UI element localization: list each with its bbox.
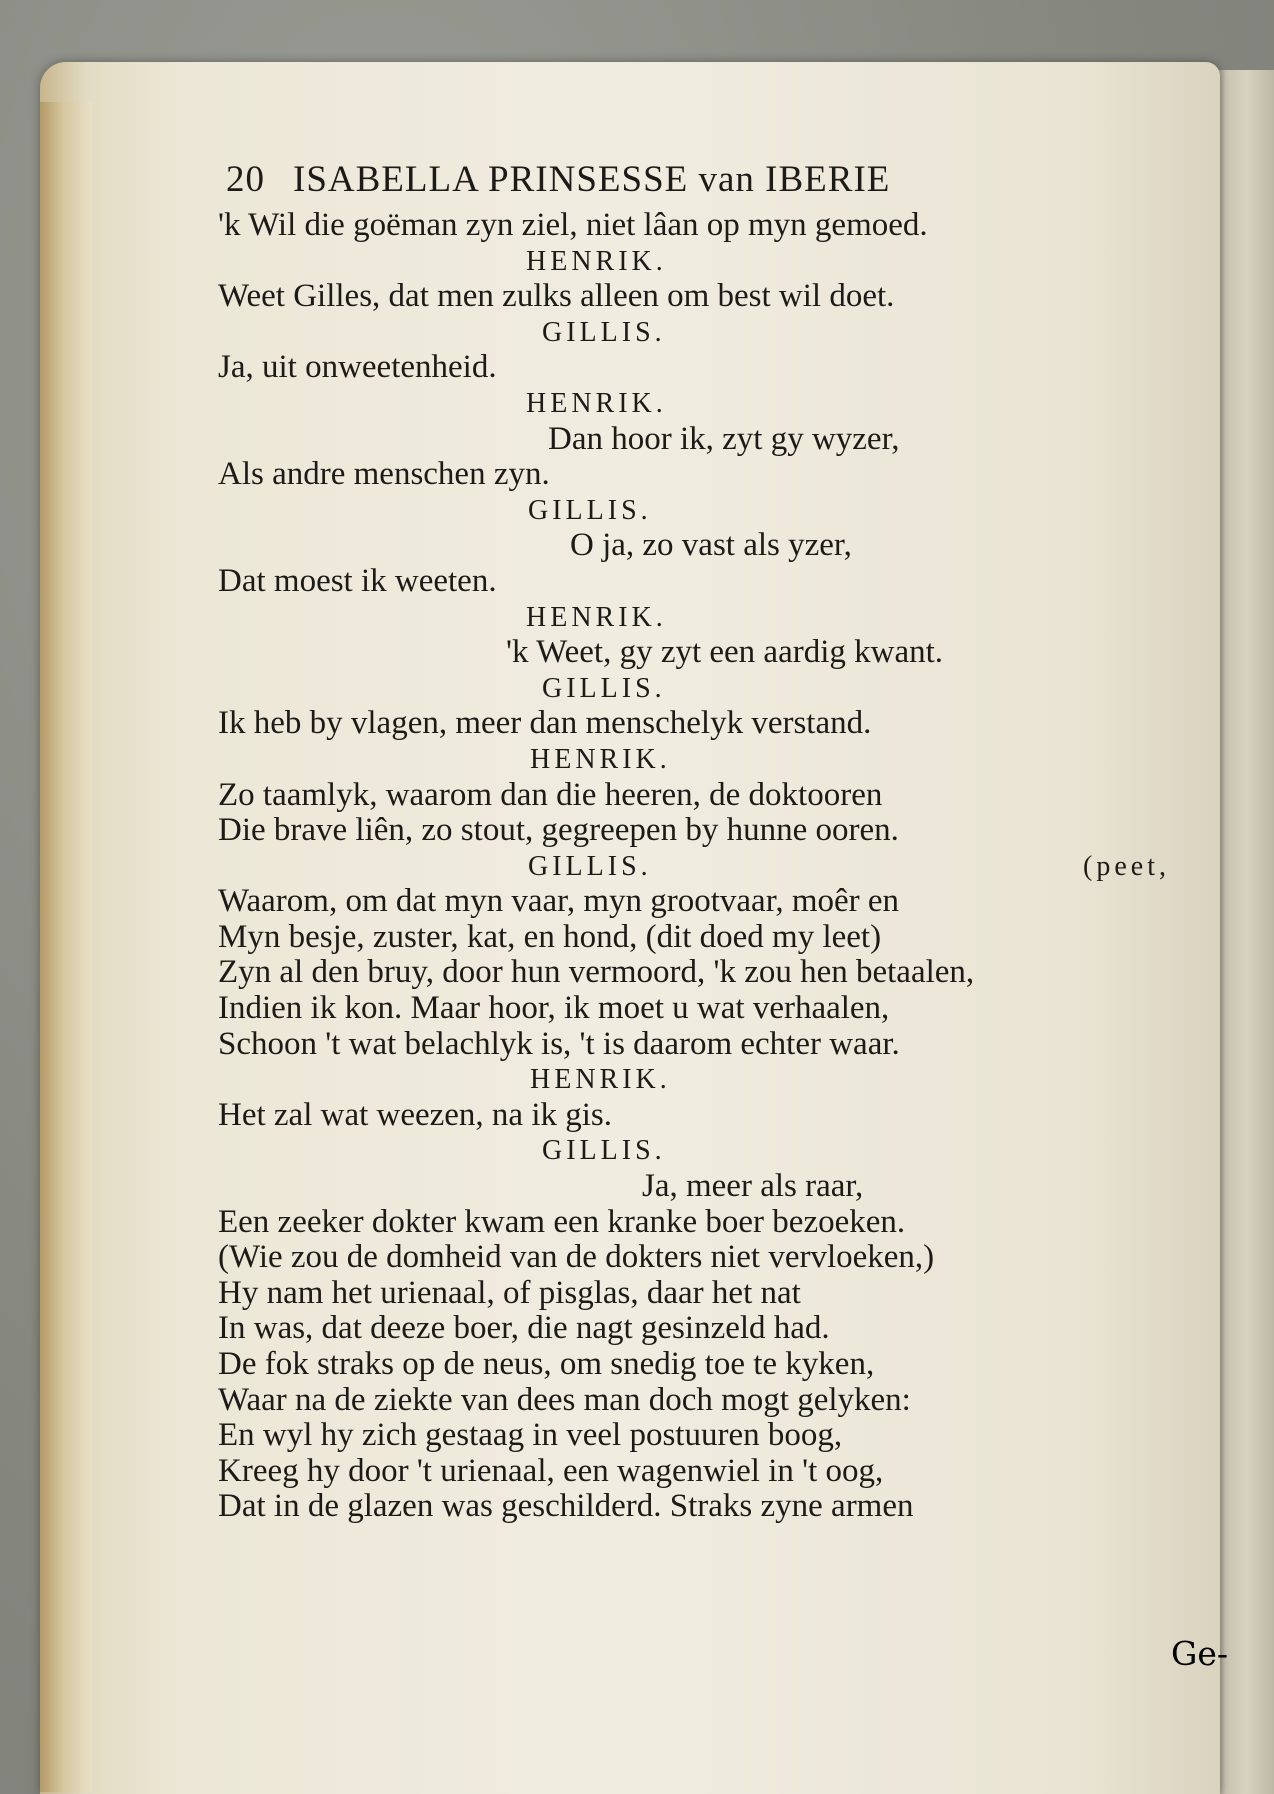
verse-text: Ja, meer als raar, xyxy=(642,1168,864,1205)
verse-text: Waar na de ziekte van dees man doch mogt gelyken: xyxy=(218,1381,911,1418)
speaker-name xyxy=(218,493,1178,529)
verse-text: Indien ik kon. Maar hoor, ik moet u wat verhaalen, xyxy=(218,990,890,1027)
page-gutter xyxy=(40,102,92,1792)
speaker-name xyxy=(218,244,1178,280)
verse-lines xyxy=(218,208,1178,1525)
verse-line xyxy=(218,1489,1178,1525)
verse-text: Een zeeker dokter kwam een kranke boer bezoeken. xyxy=(218,1203,906,1240)
verse-line xyxy=(218,208,1178,244)
speaker-label: HENRIK. xyxy=(526,601,667,633)
catchword: Ge- xyxy=(1170,1634,1228,1673)
speaker-label: HENRIK. xyxy=(526,387,667,419)
page-number: 20 xyxy=(226,159,265,200)
running-title: ISABELLA PRINSESSE van IBERIE xyxy=(293,159,891,200)
verse-text: Hy nam het urienaal, of pisglas, daar het nat xyxy=(218,1274,801,1311)
speaker-label: GILLIS. xyxy=(542,316,666,348)
speaker-label: HENRIK. xyxy=(530,743,671,775)
verse-text: Dan hoor ik, zyt gy wyzer, xyxy=(548,420,900,457)
turnover-note: (peet, xyxy=(1083,850,1170,882)
speaker-name xyxy=(218,1062,1178,1098)
verse-line xyxy=(218,1418,1178,1454)
verse-text: Als andre menschen zyn. xyxy=(218,456,550,493)
speaker-label: GILLIS. xyxy=(528,850,652,882)
speaker-name xyxy=(218,742,1178,778)
verse-text: Die brave liên, zo stout, gegreepen by hunne ooren. xyxy=(218,812,899,849)
verse-line xyxy=(218,1240,1178,1276)
speaker-label: GILLIS. xyxy=(542,672,666,704)
speaker-name xyxy=(218,315,1178,351)
verse-line xyxy=(218,1454,1178,1490)
verse-text: 'k Wil die goëman zyn ziel, niet lâan op myn gemoed. xyxy=(218,207,928,243)
running-head xyxy=(218,158,1178,208)
verse-text: Dat in de glazen was geschilderd. Straks zyne armen xyxy=(218,1488,914,1525)
verse-text: Dat moest ik weeten. xyxy=(218,562,497,599)
verse-line xyxy=(218,1311,1178,1347)
speaker-label: GILLIS. xyxy=(528,494,652,526)
speaker-name xyxy=(218,600,1178,636)
speaker-name xyxy=(218,386,1178,422)
verse-line xyxy=(218,1347,1178,1383)
verse-line xyxy=(218,1027,1178,1063)
verse-line xyxy=(218,813,1178,849)
verse-text: Ja, uit onweetenheid. xyxy=(218,349,497,386)
speaker-label: GILLIS. xyxy=(542,1135,666,1167)
speaker-label: HENRIK. xyxy=(526,245,667,277)
verse-line xyxy=(218,920,1178,956)
page-text xyxy=(218,158,1178,1525)
verse-line xyxy=(218,706,1178,742)
verse-text: Waarom, om dat myn vaar, myn grootvaar, moêr en xyxy=(218,883,900,920)
verse-line xyxy=(218,1205,1178,1241)
verse-text: Myn besje, zuster, kat, en hond, (dit doed my leet) xyxy=(218,918,882,955)
speaker-label: HENRIK. xyxy=(530,1064,671,1096)
verse-text: O ja, zo vast als yzer, xyxy=(570,527,852,564)
verse-line xyxy=(218,350,1178,386)
verse-text: En wyl hy zich gestaag in veel postuuren boog, xyxy=(218,1417,843,1454)
verse-text: Zyn al den bruy, door hun vermoord, 'k zou hen betaalen, xyxy=(218,954,975,991)
verse-line xyxy=(218,528,1178,564)
verse-line xyxy=(218,635,1178,671)
speaker-name xyxy=(218,671,1178,707)
verse-line xyxy=(218,279,1178,315)
verse-line xyxy=(218,1383,1178,1419)
verse-text: Kreeg hy door 't urienaal, een wagenwiel in 't oog, xyxy=(218,1452,884,1489)
verse-line xyxy=(218,1276,1178,1312)
verse-text: Ik heb by vlagen, meer dan menschelyk verstand. xyxy=(218,705,872,742)
verse-text: De fok straks op de neus, om snedig toe te kyken, xyxy=(218,1346,875,1382)
verse-text: Zo taamlyk, waarom dan die heeren, de doktooren xyxy=(218,776,883,813)
verse-line xyxy=(218,991,1178,1027)
verse-line xyxy=(218,457,1178,493)
verse-text: In was, dat deeze boer, die nagt gesinzeld had. xyxy=(218,1310,830,1347)
verse-line xyxy=(218,564,1178,600)
verse-text: 'k Weet, gy zyt een aardig kwant. xyxy=(506,634,944,671)
verse-line xyxy=(218,884,1178,920)
verse-text: Weet Gilles, dat men zulks alleen om best wil doet. xyxy=(218,278,895,315)
verse-text: (Wie zou de domheid van de dokters niet vervloeken,) xyxy=(218,1239,935,1276)
verse-line xyxy=(218,1169,1178,1205)
verse-line xyxy=(218,422,1178,458)
verse-text: Het zal wat weezen, na ik gis. xyxy=(218,1096,613,1133)
speaker-name xyxy=(218,1133,1178,1169)
verse-line xyxy=(218,778,1178,814)
verse-text: Schoon 't wat belachlyk is, 't is daarom echter waar. xyxy=(218,1025,900,1062)
speaker-name xyxy=(218,849,1178,885)
verse-line xyxy=(218,955,1178,991)
verse-line xyxy=(218,1098,1178,1134)
